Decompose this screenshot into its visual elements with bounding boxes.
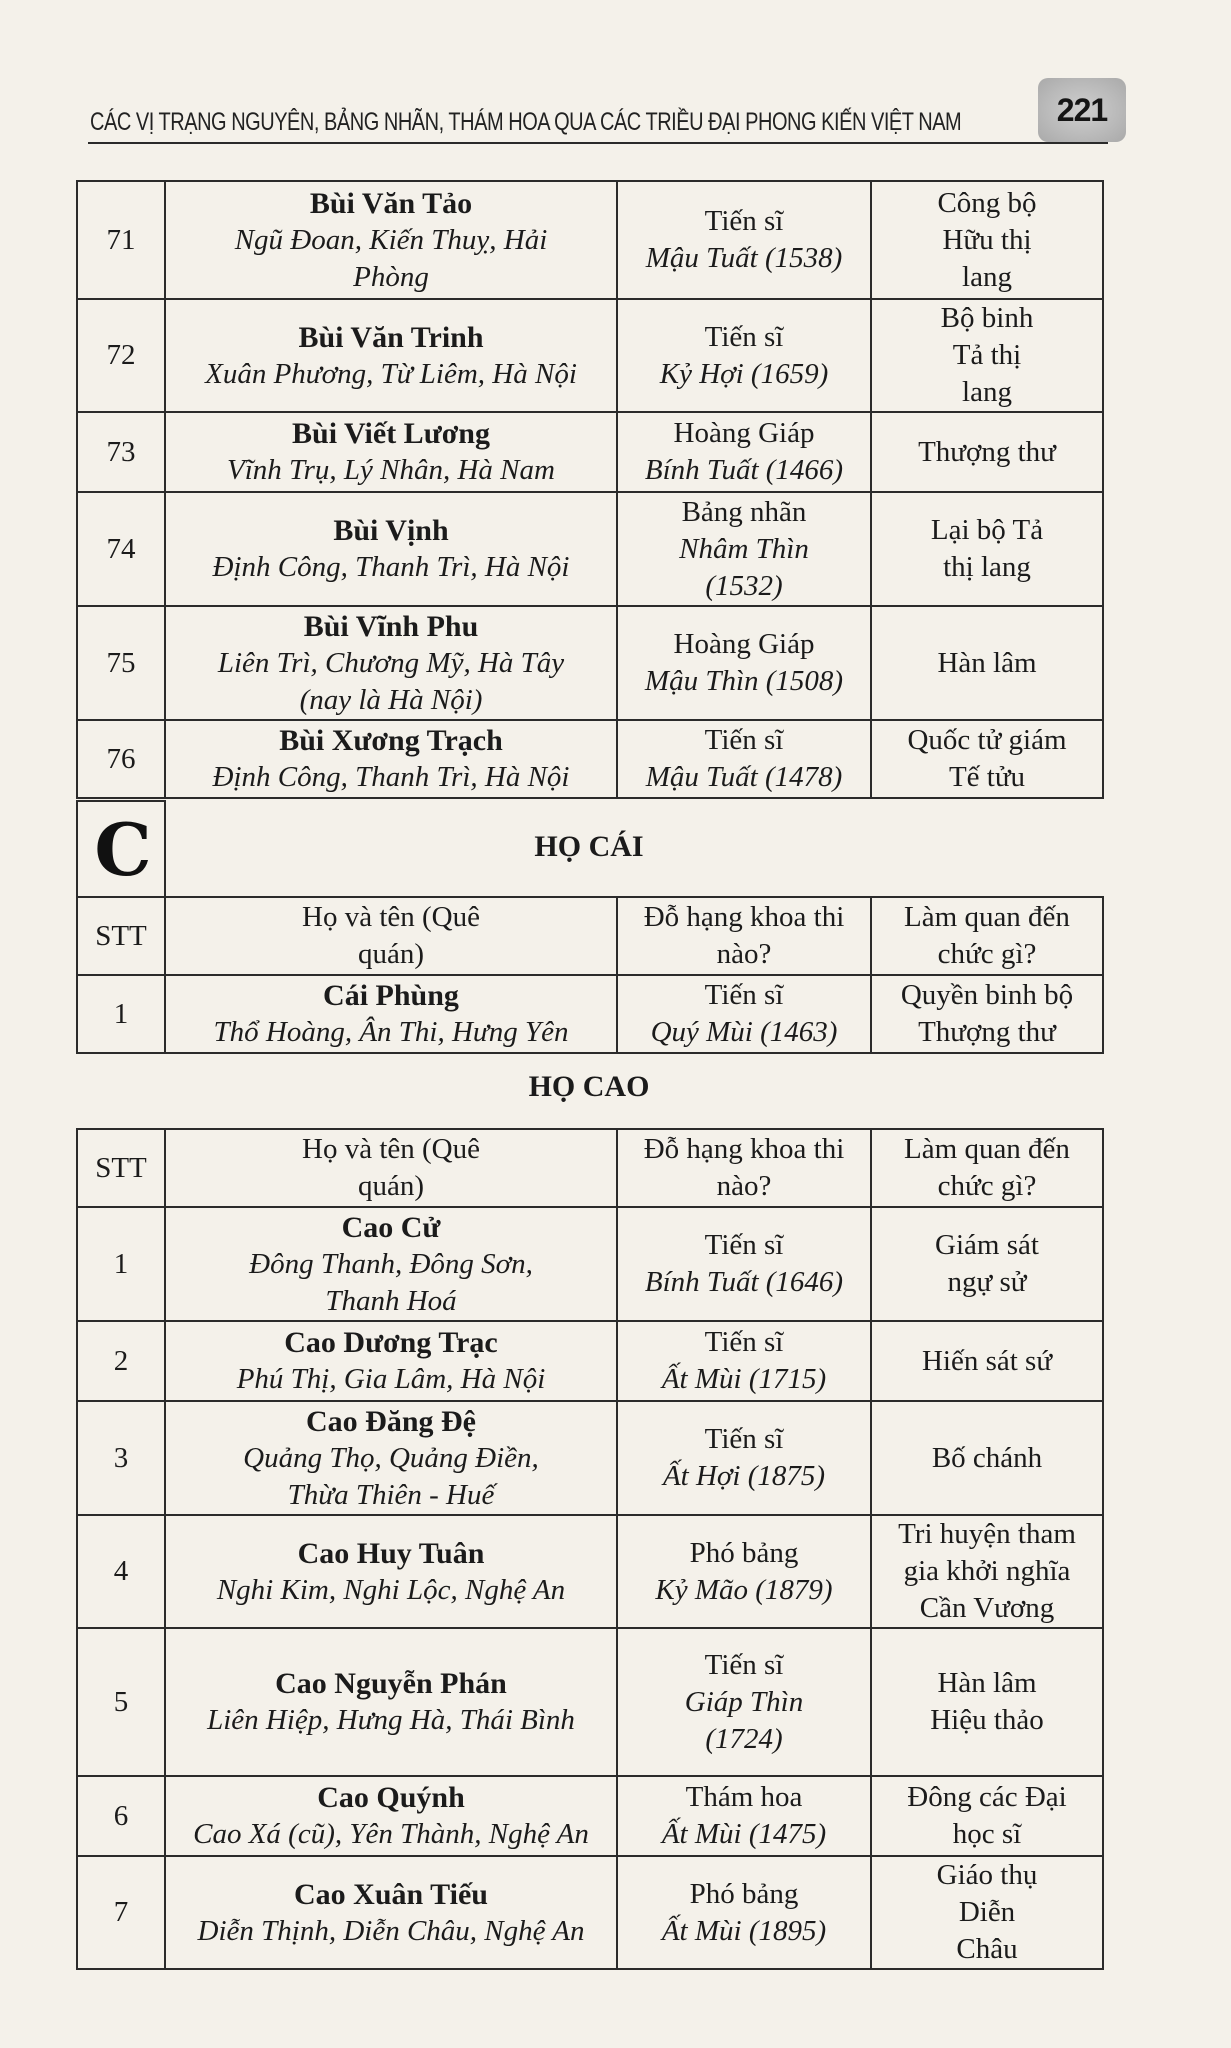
table-header-row [77,1129,1103,1207]
table-row [77,1776,1103,1856]
row-number: 1 [77,975,165,1053]
table-row [77,1628,1103,1776]
name-cell [165,1207,617,1321]
section-title-ho-cai: HỌ CÁI [534,830,644,863]
table-row [77,181,1103,299]
hometown: Phú Thị, Gia Lâm, Hà Nội [236,1363,546,1395]
header-office [871,1129,1103,1207]
row-number: 1 [77,1207,165,1321]
exam-year: Giáp Thìn (1724) [684,1685,804,1755]
office-title: Công bộ Hữu thị lang [937,186,1037,293]
row-number: 73 [77,412,165,492]
person-name: Bùi Vịnh [333,514,449,547]
table-row [77,606,1103,720]
hometown: Định Công, Thanh Trì, Hà Nội [212,551,570,583]
row-number: 6 [77,1776,165,1856]
row-number: 75 [77,606,165,720]
exam-rank: Tiến sĩ [704,1326,784,1358]
exam-cell [617,412,871,492]
name-cell [165,1628,617,1776]
exam-year: Ất Hợi (1875) [662,1460,826,1492]
header-exam [617,897,871,975]
name-cell [165,1515,617,1628]
office-title: Giám sát ngự sử [935,1229,1039,1298]
office-title: Bố chánh [931,1441,1043,1474]
office-cell [871,1776,1103,1856]
exam-cell [617,1207,871,1321]
person-name: Cao Quýnh [317,1781,465,1814]
table-row [77,1321,1103,1401]
person-name: Cao Nguyễn Phán [275,1667,507,1700]
office-title: Hàn lâm [937,646,1037,679]
page-number: 221 [1038,78,1126,142]
exam-rank: Phó bảng [689,1536,799,1569]
table-ho-bui [76,180,1104,799]
hometown: Nghi Kim, Nghi Lộc, Nghệ An [216,1573,566,1606]
header-exam-label: Đỗ hạng khoa thi nào? [643,901,845,970]
header-name-label: Họ và tên (Quê quán) [302,901,480,970]
row-number: 74 [77,492,165,606]
person-name: Cao Cử [341,1210,441,1244]
office-cell [871,606,1103,720]
person-name: Cao Huy Tuân [297,1536,485,1570]
row-number: 72 [77,299,165,412]
exam-rank: Tiến sĩ [704,979,784,1011]
exam-rank: Tiến sĩ [704,320,784,353]
row-number: 3 [77,1401,165,1515]
exam-cell [617,1776,871,1856]
table-row [77,492,1103,606]
office-cell [871,1856,1103,1969]
name-cell [165,1321,617,1401]
office-title: Thượng thư [918,435,1056,468]
table-ho-cao [76,1128,1104,1970]
table-row [77,1515,1103,1628]
header-name [165,1129,617,1207]
running-title: CÁC VỊ TRẠNG NGUYÊN, BẢNG NHÃN, THÁM HOA QUA CÁC TRIỀU ĐẠI PHONG KIẾN VIỆT NAM [90,108,962,136]
office-cell [871,1207,1103,1321]
table-header-row [77,897,1103,975]
person-name: Cao Xuân Tiếu [294,1877,488,1911]
row-number: 2 [77,1321,165,1401]
hometown: Quảng Thọ, Quảng Điền, Thừa Thiên - Huế [243,1441,539,1511]
name-cell [165,299,617,412]
name-cell [165,975,617,1053]
header-name-label: Họ và tên (Quê quán) [302,1133,480,1202]
header-office [871,897,1103,975]
header-stt: STT [77,1129,165,1207]
exam-rank: Hoàng Giáp [673,628,815,660]
row-number: 5 [77,1628,165,1776]
header-office-label: Làm quan đến chức gì? [904,1133,1070,1202]
exam-cell [617,975,871,1053]
hometown: Thổ Hoàng, Ân Thi, Hưng Yên [213,1016,569,1048]
name-cell [165,1401,617,1515]
exam-cell [617,492,871,606]
office-cell [871,299,1103,412]
office-title: Đông các Đại học sĩ [907,1781,1067,1850]
row-number: 7 [77,1856,165,1969]
table-row [77,1856,1103,1969]
exam-rank: Tiến sĩ [704,1229,784,1261]
exam-year: Kỷ Hợi (1659) [659,357,829,390]
row-number: 4 [77,1515,165,1628]
hometown: Liên Trì, Chương Mỹ, Hà Tây (nay là Hà Nội) [217,646,565,716]
table-row [77,1401,1103,1515]
exam-rank: Tiến sĩ [704,205,784,237]
table-row [77,975,1103,1053]
header-exam [617,1129,871,1207]
exam-year: Bính Tuất (1646) [644,1266,844,1298]
exam-rank: Thám hoa [685,1781,803,1813]
exam-rank: Hoàng Giáp [673,417,815,449]
exam-year: Nhâm Thìn (1532) [679,532,809,602]
exam-rank: Tiến sĩ [704,1648,784,1681]
office-cell [871,975,1103,1053]
office-title: Quốc tử giám Tế tửu [907,724,1067,793]
exam-year: Mậu Thìn (1508) [644,665,844,697]
exam-cell [617,1401,871,1515]
person-name: Bùi Xương Trạch [279,724,503,757]
hometown: Liên Hiệp, Hưng Hà, Thái Bình [207,1704,575,1736]
row-number: 76 [77,720,165,798]
name-cell [165,412,617,492]
exam-cell [617,720,871,798]
person-name: Bùi Văn Trinh [298,320,484,354]
office-title: Hàn lâm Hiệu thảo [930,1667,1044,1736]
section-title-ho-cao: HỌ CAO [528,1070,650,1103]
exam-year: Mậu Tuất (1478) [645,761,843,793]
person-name: Bùi Vĩnh Phu [303,609,479,643]
exam-year: Ất Mùi (1475) [661,1818,827,1850]
exam-cell [617,1515,871,1628]
office-cell [871,720,1103,798]
person-name: Cao Đăng Đệ [306,1404,476,1438]
office-cell [871,1321,1103,1401]
running-header [88,92,1108,144]
header-exam-label: Đỗ hạng khoa thi nào? [643,1133,845,1202]
office-title: Hiến sát sứ [921,1344,1053,1377]
exam-cell [617,181,871,299]
table-row [77,720,1103,798]
name-cell [165,606,617,720]
hometown: Diễn Thịnh, Diễn Châu, Nghệ An [197,1914,585,1947]
exam-cell [617,1628,871,1776]
office-cell [871,1515,1103,1628]
table-ho-cai [76,896,1104,1054]
hometown: Ngũ Đoan, Kiến Thuỵ, Hải Phòng [234,223,548,293]
name-cell [165,492,617,606]
person-name: Cao Dương Trạc [284,1326,498,1359]
exam-rank: Bảng nhãn [681,495,807,528]
exam-rank: Tiến sĩ [704,724,784,756]
exam-cell [617,299,871,412]
hometown: Định Công, Thanh Trì, Hà Nội [212,761,570,793]
hometown: Cao Xá (cũ), Yên Thành, Nghệ An [193,1818,589,1850]
hometown: Xuân Phương, Từ Liêm, Hà Nội [205,357,577,390]
office-cell [871,492,1103,606]
table-row [77,412,1103,492]
exam-year: Mậu Tuất (1538) [645,242,843,274]
dropcap-letter: C [94,807,152,892]
exam-cell [617,1856,871,1969]
exam-rank: Tiến sĩ [704,1423,784,1455]
name-cell [165,1776,617,1856]
exam-year: Bính Tuất (1466) [644,454,844,486]
row-number: 71 [77,181,165,299]
exam-year: Kỷ Mão (1879) [655,1573,833,1606]
office-title: Lại bộ Tả thị lang [930,514,1044,583]
name-cell [165,720,617,798]
person-name: Bùi Viết Lương [292,417,490,450]
office-title: Tri huyện tham gia khởi nghĩa Cần Vương [898,1518,1076,1624]
office-cell [871,412,1103,492]
office-title: Giáo thụ Diễn Châu [936,1859,1038,1965]
exam-cell [617,606,871,720]
header-stt: STT [77,897,165,975]
hometown: Vĩnh Trụ, Lý Nhân, Hà Nam [227,454,555,486]
table-row [77,299,1103,412]
office-cell [871,181,1103,299]
table-row [77,1207,1103,1321]
office-title: Quyền binh bộ Thượng thư [900,979,1074,1048]
office-cell [871,1401,1103,1515]
exam-year: Ất Mùi (1715) [661,1363,827,1395]
person-name: Cái Phùng [323,979,459,1012]
exam-rank: Phó bảng [689,1877,799,1910]
office-cell [871,1628,1103,1776]
exam-cell [617,1321,871,1401]
header-name [165,897,617,975]
exam-year: Quý Mùi (1463) [650,1016,838,1048]
hometown: Đông Thanh, Đông Sơn, Thanh Hoá [249,1247,533,1317]
name-cell [165,181,617,299]
exam-year: Ất Mùi (1895) [661,1914,827,1947]
office-title: Bộ binh Tả thị lang [940,302,1034,408]
name-cell [165,1856,617,1969]
header-office-label: Làm quan đến chức gì? [904,901,1070,970]
person-name: Bùi Văn Tảo [309,186,473,220]
